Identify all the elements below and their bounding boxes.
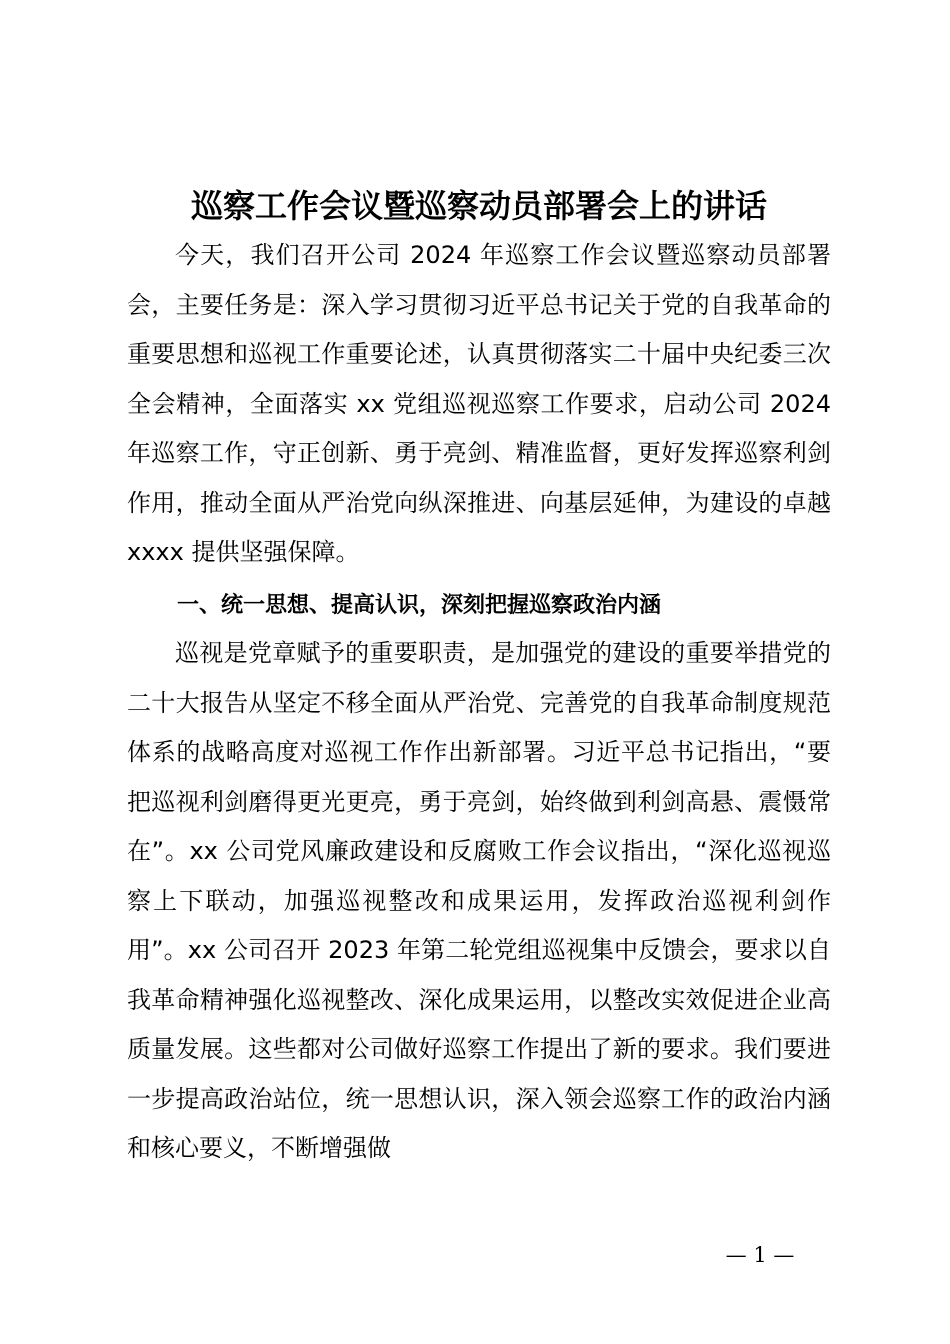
page-number: — 1 — <box>725 1243 795 1267</box>
paragraph-section-1: 巡视是党章赋予的重要职责，是加强党的建设的重要举措党的二十大报告从坚定不移全面从严治党、完善党的自我革命制度规范体系的战略高度对巡视工作作出新部署。习近平总书记指出，“要把巡视利剑磨得更光更亮，勇于亮剑，始终做到利剑高悬、震慑常在”。xx 公司党风廉政建设和反腐败工作会议指出，“深化巡视巡察上下联动，加强巡视整改和成果运用，发挥政治巡视利剑作用”。xx 公司召开 2023 年第二轮党组巡视集中反馈会，要求以自我革命精神强化巡视整改、深化成果运用，以整改实效促进企业高质量发展。这些都对公司做好巡察工作提出了新的要求。我们要进一步提高政治站位，统一思想认识，深入领会巡察工作的政治内涵和核心要义，不断增强做 <box>127 639 831 1162</box>
section-heading-1: 一、统一思想、提高认识，深刻把握巡察政治内涵 <box>177 593 662 618</box>
paragraph-intro: 今天，我们召开公司 2024 年巡察工作会议暨巡察动员部署会，主要任务是：深入学习贯彻习近平总书记关于党的自我革命的重要思想和巡视工作重要论述，认真贯彻落实二十届中央纪委三次全会精神，全面落实 xx 党组巡视巡察工作要求，启动公司 2024 年巡察工作，守正创新、勇于亮剑、精准监督，更好发挥巡察利剑作用，推动全面从严治党向纵深推进、向基层延伸，为建设的卓越 xxxx 提供坚强保障。 <box>127 241 831 566</box>
document-title: 巡察工作会议暨巡察动员部署会上的讲话 <box>190 187 767 225</box>
